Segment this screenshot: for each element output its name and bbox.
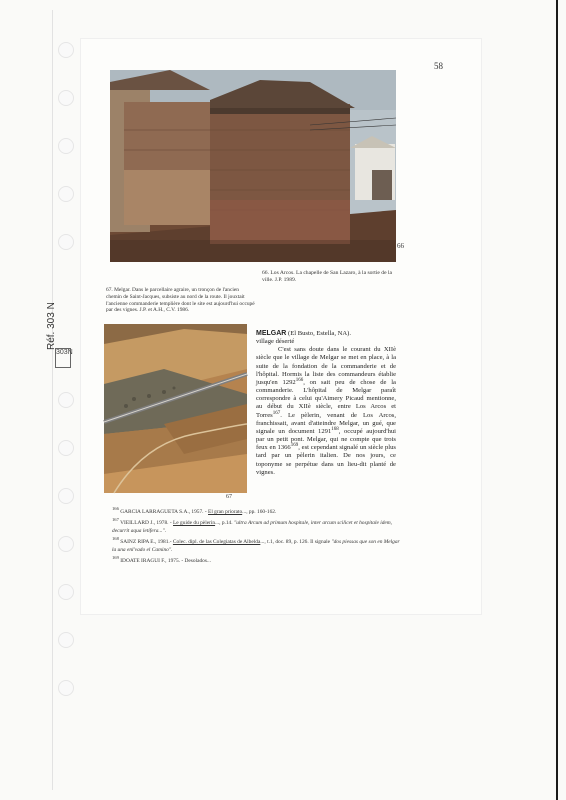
article-text: C'est sans doute dans le courant du XIIè siècle que le village de Melgar se met en place, à la suite de la fondation de la commanderie et de l'hôpital. Hormis la liste des commandeurs établie jusqu'en 1292 [256, 346, 396, 386]
article-heading [256, 330, 396, 338]
punch-hole [58, 392, 74, 408]
article-title: MELGAR [256, 330, 287, 337]
article-body [256, 346, 396, 477]
article-subtitle: village déserté [256, 338, 295, 346]
footnote [112, 505, 402, 516]
footnote [112, 535, 402, 554]
archive-stamp: 303N [55, 348, 71, 368]
article-text: , est cependant signalé un siècle plus tard par un pèlerin italien. De nos jours, ce toponyme se perpétue dans un lieu-dit planté de vignes. [256, 444, 396, 476]
photo-chapel-san-lazaro [110, 70, 396, 262]
punch-hole [58, 440, 74, 456]
punch-hole [58, 186, 74, 202]
footnote-author: VIEILLARD J., 1978. - [120, 520, 174, 527]
aerial-photo-illustration [104, 324, 247, 493]
photo-caption: 66. Los Arcos. La chapelle de San Lazaro, à la sortie de la ville. J.P. 1989. [262, 270, 393, 283]
chapel-photo-illustration [110, 70, 396, 262]
footnote-ref: 167 [272, 410, 281, 416]
punch-hole [58, 138, 74, 154]
footnote-number: 166 [112, 506, 119, 511]
punch-hole [58, 632, 74, 648]
footnote-number: 169 [112, 555, 119, 561]
article-title-location: (El Busto, Estella, NA). [286, 330, 351, 337]
footnote-work: Colec. dipl. de las Colegiatas de Albelda [172, 539, 261, 546]
sleeve-edge [52, 10, 53, 790]
photo-number: 67 [226, 494, 232, 500]
footnote-ref: 166 [295, 377, 304, 383]
footnote-number: 168 [112, 536, 119, 542]
archive-reference-label: Réf. 303 N [46, 302, 57, 350]
article-text: , on sait peu de chose de la commanderie. L'hôpital de Melgar paraît correspondre à celui qu'Aimery Picaud mentionne, au début du XIIè siècle, entre Los Arcos et Torres [256, 378, 396, 419]
footnote-ref: 169 [290, 443, 299, 448]
footnote-work: El gran priorato [208, 508, 243, 515]
footnote-quote: "dos piessas que son en Melgar la una enl'vado el Camino". [112, 539, 400, 553]
punch-hole [58, 680, 74, 696]
footnote-author: IDOATE IRAGUI F., 1975. - Desolados... [120, 558, 211, 565]
footnote-author: SAINZ RIPA E., 1981.- [120, 539, 173, 546]
article-text: . Le pèlerin, venant de Los Arcos, franchissait, avant d'atteindre Melgar, un gué, que signale un document 1291 [256, 411, 396, 435]
punch-hole [58, 584, 74, 600]
footnote-author: GARCIA LARRAGUETA S.A., 1957. - [120, 508, 209, 515]
article-melgar [256, 330, 396, 477]
footnote-number: 167 [112, 517, 119, 523]
footnote-ref: 168 [331, 426, 339, 432]
article-text: , occupé aujourd'hui par un petit pont. Melgar, qui ne compte que trois feux en 1366 [256, 427, 397, 452]
footnote-detail: ..., t.1, doc. 89, p. 126. Il signale [260, 539, 332, 546]
photo-caption: 67. Melgar. Dans le parcellaire agraire, un tronçon de l'ancien chemin de Saint-Jacques, subsiste au nord de la route. Il jouxtait l'ancienne commanderie templière dont le site est aujourd'hui occupé par des vignes. J.P. et A.H., C.V. 1986. [106, 287, 255, 314]
page-number: 58 [434, 61, 443, 71]
footnote-quote: "ultra Arcum ad primum hospitale, inter arcum scilicet et hospitale idem, decurrit aqua letifera...". [112, 520, 393, 534]
photo-number: 66 [397, 242, 404, 250]
punch-hole [58, 234, 74, 250]
footnotes [112, 505, 402, 566]
punch-hole [58, 42, 74, 58]
punch-hole [58, 488, 74, 504]
sleeve-binding-edge [556, 0, 558, 800]
photo-aerial-melgar [104, 324, 247, 493]
punch-hole [58, 536, 74, 552]
footnote [112, 554, 402, 565]
footnote [112, 516, 402, 535]
footnote-detail: ..., p.14. [215, 520, 234, 527]
footnote-detail: ..., pp. 160-162. [242, 508, 277, 515]
footnote-work: Le guide du pèlerin [173, 520, 216, 527]
punch-hole [58, 90, 74, 106]
